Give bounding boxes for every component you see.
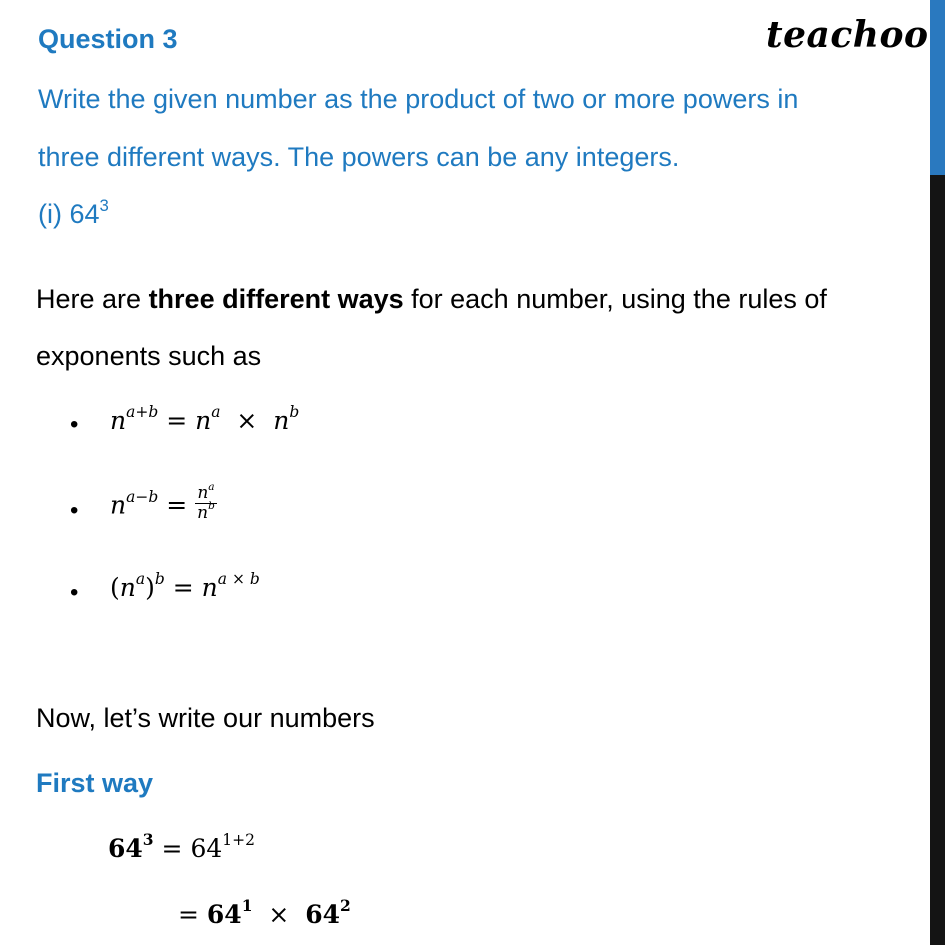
- intro-bold-phrase: three different ways: [148, 284, 404, 314]
- first-way-line-1: [108, 830, 255, 863]
- rule2-numerator: $n^a$: [195, 484, 217, 504]
- bullet-icon: •: [70, 579, 79, 606]
- rule3-inner-exp: a: [135, 570, 146, 589]
- teachoo-logo[interactable]: teachoo: [766, 14, 929, 56]
- fw2-times: ×: [252, 900, 306, 929]
- rule3-outer-exp: b: [154, 570, 165, 589]
- part-label-exponent: 3: [99, 195, 109, 215]
- question-text-line-2: three different ways. The powers can be any integers.: [38, 142, 680, 172]
- rule2-denominator: $n^b$: [197, 500, 215, 523]
- question-title: Question 3: [38, 24, 178, 54]
- first-way-line-2: [178, 896, 351, 929]
- fw1-exp: 3: [142, 830, 154, 850]
- rule2-lhs-base: n: [110, 490, 127, 520]
- rule3-equals: =: [164, 573, 202, 602]
- rule-product-of-powers: [110, 403, 300, 435]
- rule1-equals: =: [158, 406, 196, 435]
- intro-suffix: for each number, using the rules of: [403, 284, 827, 314]
- fw1-rhs-base: 64: [190, 834, 223, 863]
- right-sidebar-accent: [930, 0, 945, 175]
- rule1-exp-2: b: [289, 403, 300, 422]
- intro-prefix: Here are: [36, 284, 149, 314]
- fw1-rhs-exp: 1+2: [222, 831, 255, 850]
- intro-line-2: exponents such as: [36, 341, 262, 371]
- rule3-open-paren: (: [110, 573, 120, 602]
- rule2-fraction: [195, 480, 217, 523]
- fw1-equals: =: [153, 834, 191, 863]
- part-label-base: (i) 64: [38, 199, 100, 229]
- rule1-lhs-exp: a+b: [126, 403, 159, 422]
- rule1-lhs-base: n: [110, 406, 127, 435]
- rule3-rhs-base: n: [201, 573, 218, 602]
- rule2-lhs-exp: a−b: [126, 488, 159, 507]
- question-part-label: [38, 195, 109, 230]
- fw2-exp-2: 2: [340, 896, 351, 916]
- rule1-base-1: n: [195, 406, 212, 435]
- rule2-equals: =: [158, 490, 196, 520]
- now-text: Now, let’s write our numbers: [36, 703, 375, 733]
- fw2-base-2: 64: [305, 900, 341, 929]
- fw2-base-1: 64: [206, 900, 242, 929]
- bullet-icon: •: [70, 497, 79, 524]
- intro-line-1: [36, 284, 827, 315]
- fw2-equals: =: [178, 900, 207, 929]
- fw1-base: 64: [108, 834, 143, 863]
- rule1-exp-1: a: [211, 403, 221, 422]
- rule3-close-paren: ): [145, 573, 155, 602]
- rule-power-of-power: [110, 570, 260, 602]
- rule-quotient-of-powers: [110, 480, 217, 526]
- fw2-exp-1: 1: [241, 896, 253, 916]
- bullet-icon: •: [70, 411, 79, 438]
- rule1-base-2: n: [273, 406, 290, 435]
- rule3-base: n: [119, 573, 136, 602]
- rule1-times: ×: [220, 406, 274, 435]
- rule3-rhs-exp: a × b: [217, 570, 260, 589]
- first-way-heading: First way: [36, 768, 154, 798]
- question-text-line-1: Write the given number as the product of two or more powers in: [38, 84, 799, 114]
